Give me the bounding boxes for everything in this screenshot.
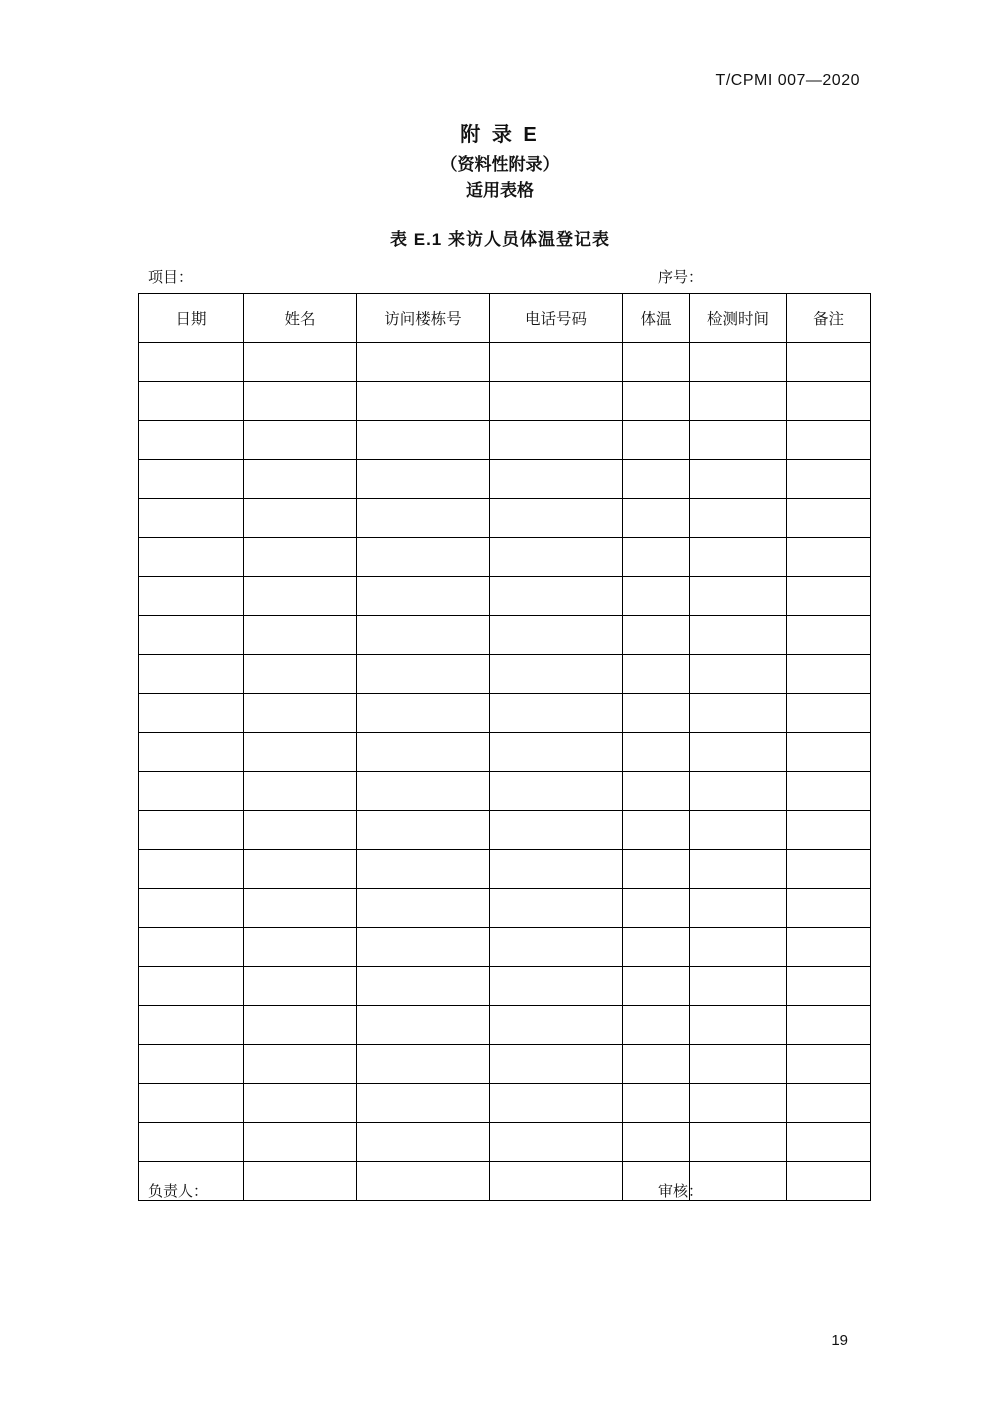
table-cell[interactable] [787,577,871,616]
table-cell[interactable] [623,772,690,811]
table-cell[interactable] [357,655,490,694]
table-cell[interactable] [787,343,871,382]
table-cell[interactable] [357,577,490,616]
table-cell[interactable] [690,421,787,460]
table-row [139,850,871,889]
annex-title: 附 录 E [460,124,540,146]
table-row [139,421,871,460]
table-cell[interactable] [357,343,490,382]
standard-code-header: T/CPMI 007—2020 [715,72,860,89]
table-cell[interactable] [244,811,357,850]
table-row [139,499,871,538]
table-cell[interactable] [690,1045,787,1084]
page-number: 19 [831,1332,848,1349]
table-cell[interactable] [690,1123,787,1162]
table-body [139,343,871,1201]
table-cell[interactable] [490,460,623,499]
table-cell[interactable] [357,616,490,655]
table-cell[interactable] [490,733,623,772]
table-cell[interactable] [139,1006,244,1045]
table-cell[interactable] [690,850,787,889]
table-cell[interactable] [490,577,623,616]
table-cell[interactable] [787,1045,871,1084]
table-cell[interactable] [139,343,244,382]
table-cell[interactable] [690,733,787,772]
table-row [139,1006,871,1045]
table-cell[interactable] [490,538,623,577]
table-cell[interactable] [623,1006,690,1045]
table-cell[interactable] [244,928,357,967]
table-row [139,616,871,655]
table-cell[interactable] [244,616,357,655]
table-cell[interactable] [244,1045,357,1084]
table-cell[interactable] [690,694,787,733]
table-cell[interactable] [623,577,690,616]
table-cell[interactable] [623,382,690,421]
table-cell[interactable] [139,889,244,928]
table-cell[interactable] [244,499,357,538]
table-row [139,1084,871,1123]
table-cell[interactable] [490,928,623,967]
table-row [139,460,871,499]
annex-subtitle-secondary: 适用表格 [466,181,534,200]
table-cell[interactable] [244,733,357,772]
table-cell[interactable] [623,655,690,694]
table-cell[interactable] [244,655,357,694]
table-cell[interactable] [357,538,490,577]
table-cell[interactable] [787,1123,871,1162]
table-cell[interactable] [623,421,690,460]
table-cell[interactable] [690,1084,787,1123]
table-cell[interactable] [623,889,690,928]
table-cell[interactable] [623,616,690,655]
table-cell[interactable] [139,382,244,421]
table-cell[interactable] [357,694,490,733]
table-cell[interactable] [139,616,244,655]
table-cell[interactable] [623,538,690,577]
table-cell[interactable] [357,811,490,850]
table-row [139,343,871,382]
visitor-temperature-table [138,293,871,1201]
table-cell[interactable] [690,499,787,538]
table-cell[interactable] [139,811,244,850]
table-cell[interactable] [690,889,787,928]
reviewer-label: 审核： [658,1183,704,1200]
table-cell[interactable] [623,850,690,889]
table-cell[interactable] [623,1045,690,1084]
table-cell[interactable] [244,694,357,733]
table-cell[interactable] [787,694,871,733]
table-cell[interactable] [357,772,490,811]
table-row [139,733,871,772]
table-cell[interactable] [490,499,623,538]
table-cell[interactable] [139,967,244,1006]
table-cell[interactable] [690,655,787,694]
column-header-remarks: 备注 [787,294,871,343]
table-cell[interactable] [139,1045,244,1084]
table-cell[interactable] [787,850,871,889]
table-cell[interactable] [357,1045,490,1084]
table-cell[interactable] [244,343,357,382]
table-row [139,889,871,928]
table-cell[interactable] [244,577,357,616]
table-row [139,967,871,1006]
table-cell[interactable] [787,499,871,538]
table-cell[interactable] [357,1123,490,1162]
table-footer-row [138,1180,863,1202]
table-cell[interactable] [623,967,690,1006]
table-cell[interactable] [490,343,623,382]
table-cell[interactable] [690,460,787,499]
table-cell[interactable] [690,538,787,577]
table-cell[interactable] [490,655,623,694]
table-cell[interactable] [787,655,871,694]
table-cell[interactable] [490,811,623,850]
table-caption: 表 E.1 来访人员体温登记表 [390,230,610,249]
annex-subtitle: （资料性附录） [440,155,560,174]
table-cell[interactable] [139,499,244,538]
table-cell[interactable] [244,1084,357,1123]
responsible-person-label: 负责人： [148,1183,209,1200]
table-cell[interactable] [244,421,357,460]
table-row [139,772,871,811]
table-cell[interactable] [244,382,357,421]
table-cell[interactable] [690,577,787,616]
table-cell[interactable] [139,538,244,577]
table-cell[interactable] [690,928,787,967]
table-cell[interactable] [490,967,623,1006]
column-header-building: 访问楼栋号 [357,294,490,343]
table-cell[interactable] [787,460,871,499]
table-cell[interactable] [357,733,490,772]
table-cell[interactable] [357,889,490,928]
table-cell[interactable] [357,850,490,889]
table-cell[interactable] [690,811,787,850]
table-cell[interactable] [357,382,490,421]
table-cell[interactable] [787,928,871,967]
table-cell[interactable] [623,733,690,772]
column-header-date: 日期 [139,294,244,343]
table-cell[interactable] [623,1084,690,1123]
table-cell[interactable] [139,577,244,616]
table-row [139,811,871,850]
table-cell[interactable] [139,1084,244,1123]
table-cell[interactable] [139,421,244,460]
column-header-phone: 电话号码 [490,294,623,343]
table-cell[interactable] [244,460,357,499]
project-label: 项目： [148,269,194,286]
table-cell[interactable] [139,655,244,694]
table-cell[interactable] [490,889,623,928]
table-row [139,382,871,421]
table-cell[interactable] [623,1123,690,1162]
table-cell[interactable] [623,811,690,850]
table-cell[interactable] [787,382,871,421]
table-cell[interactable] [787,538,871,577]
table-cell[interactable] [623,343,690,382]
table-cell[interactable] [357,499,490,538]
table-cell[interactable] [244,967,357,1006]
table-cell[interactable] [787,811,871,850]
column-header-temperature: 体温 [623,294,690,343]
table-cell[interactable] [490,772,623,811]
table-row [139,577,871,616]
table-cell[interactable] [623,460,690,499]
serial-number-label: 序号： [658,269,704,286]
table-cell[interactable] [357,967,490,1006]
table-cell[interactable] [690,772,787,811]
table-cell[interactable] [139,772,244,811]
table-row [139,928,871,967]
table-cell[interactable] [690,967,787,1006]
table-cell[interactable] [490,694,623,733]
table-cell[interactable] [357,421,490,460]
table-cell[interactable] [244,850,357,889]
table-meta-row [138,266,863,288]
table-cell[interactable] [623,694,690,733]
table-cell[interactable] [787,889,871,928]
table-cell[interactable] [139,694,244,733]
table-cell[interactable] [490,382,623,421]
column-header-name: 姓名 [244,294,357,343]
table-cell[interactable] [490,616,623,655]
table-cell[interactable] [139,460,244,499]
table-cell[interactable] [139,733,244,772]
table-row [139,1123,871,1162]
table-cell[interactable] [787,1084,871,1123]
table-cell[interactable] [787,967,871,1006]
table-header-row [139,294,871,343]
column-header-check-time: 检测时间 [690,294,787,343]
table-cell[interactable] [787,772,871,811]
table-row [139,655,871,694]
table-cell[interactable] [623,928,690,967]
table-cell[interactable] [357,1006,490,1045]
table-cell[interactable] [244,772,357,811]
table-cell[interactable] [357,1084,490,1123]
table-cell[interactable] [244,538,357,577]
table-cell[interactable] [490,1084,623,1123]
table-cell[interactable] [690,382,787,421]
table-cell[interactable] [490,1045,623,1084]
table-cell[interactable] [139,928,244,967]
table-cell[interactable] [690,343,787,382]
table-cell[interactable] [787,616,871,655]
table-cell[interactable] [690,616,787,655]
table-cell[interactable] [787,421,871,460]
table-cell[interactable] [787,1006,871,1045]
table-cell[interactable] [490,421,623,460]
table-cell[interactable] [787,733,871,772]
table-cell[interactable] [139,1123,244,1162]
table-cell[interactable] [244,889,357,928]
table-cell[interactable] [623,499,690,538]
table-cell[interactable] [690,1006,787,1045]
table-cell[interactable] [490,1006,623,1045]
table-cell[interactable] [244,1006,357,1045]
table-cell[interactable] [490,1123,623,1162]
table-cell[interactable] [357,928,490,967]
table-cell[interactable] [357,460,490,499]
table-cell[interactable] [490,850,623,889]
table-cell[interactable] [139,850,244,889]
table-row [139,1045,871,1084]
table-row [139,694,871,733]
table-cell[interactable] [244,1123,357,1162]
table-row [139,538,871,577]
